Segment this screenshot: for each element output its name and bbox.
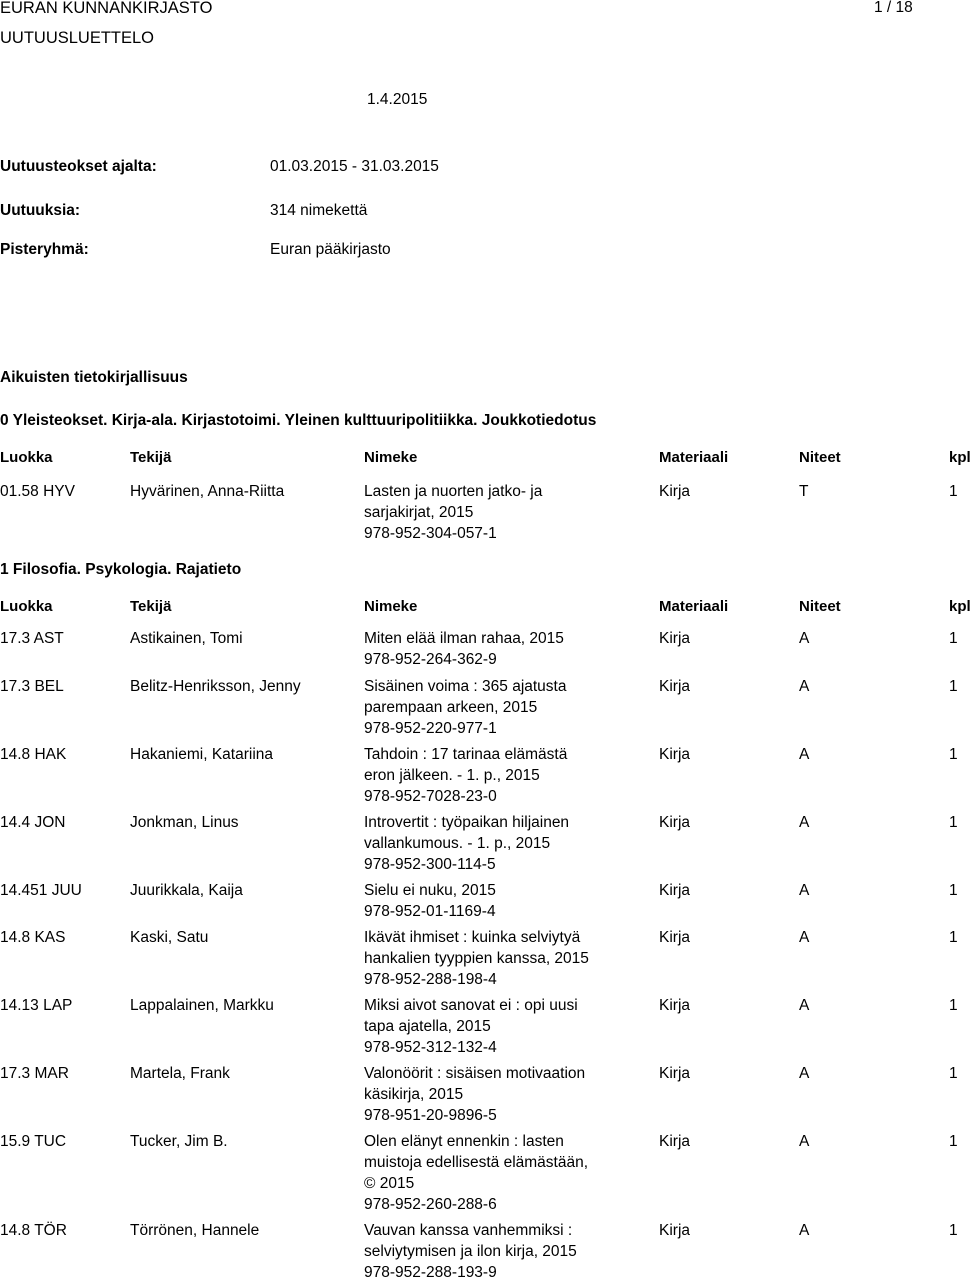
- row-nimeke: [364, 1131, 588, 1215]
- nimeke-line: muistoja edellisestä elämästään,: [364, 1154, 589, 1171]
- row-materiaali: Kirja: [659, 997, 691, 1014]
- row-tekija: Hakaniemi, Katariina: [130, 746, 274, 763]
- row-materiaali: Kirja: [659, 483, 691, 500]
- row-nimeke: [364, 676, 566, 739]
- col-header-nimeke: Nimeke: [364, 449, 418, 466]
- nimeke-line: Valonöörit : sisäisen motivaation: [364, 1065, 586, 1082]
- col-header-materiaali: Materiaali: [659, 598, 729, 615]
- library-name: EURAN KUNNANKIRJASTO: [0, 0, 213, 17]
- col-header-niteet: Niteet: [799, 449, 841, 466]
- row-tekija: Belitz-Henriksson, Jenny: [130, 678, 301, 695]
- row-nimeke: [364, 1220, 577, 1283]
- row-nimeke: [364, 995, 578, 1058]
- list-date: 1.4.2015: [367, 91, 428, 108]
- row-kpl: 1: [949, 1222, 958, 1239]
- row-materiaali: Kirja: [659, 746, 691, 763]
- row-kpl: 1: [949, 814, 958, 831]
- row-luokka: 15.9 TUC: [0, 1133, 67, 1150]
- group-title: 1 Filosofia. Psykologia. Rajatieto: [0, 561, 242, 578]
- nimeke-line: Ikävät ihmiset : kuinka selviytyä: [364, 929, 581, 946]
- nimeke-line: © 2015: [364, 1175, 415, 1192]
- row-niteet: A: [799, 1133, 810, 1150]
- row-materiaali: Kirja: [659, 929, 691, 946]
- row-tekija: Lappalainen, Markku: [130, 997, 274, 1014]
- row-luokka: 17.3 MAR: [0, 1065, 69, 1082]
- col-header-kpl: kpl: [949, 598, 971, 615]
- row-materiaali: Kirja: [659, 1065, 691, 1082]
- row-kpl: 1: [949, 678, 958, 695]
- row-luokka: 14.4 JON: [0, 814, 66, 831]
- nimeke-line: Miksi aivot sanovat ei : opi uusi: [364, 997, 578, 1014]
- nimeke-line: eron jälkeen. - 1. p., 2015: [364, 767, 540, 784]
- row-materiaali: Kirja: [659, 678, 691, 695]
- nimeke-line: käsikirja, 2015: [364, 1086, 464, 1103]
- col-header-luokka: Luokka: [0, 598, 53, 615]
- section-title: Aikuisten tietokirjallisuus: [0, 369, 188, 386]
- col-header-tekija: Tekijä: [130, 598, 172, 615]
- nimeke-line: vallankumous. - 1. p., 2015: [364, 835, 551, 852]
- row-niteet: A: [799, 814, 810, 831]
- nimeke-line: tapa ajatella, 2015: [364, 1018, 491, 1035]
- row-niteet: A: [799, 997, 810, 1014]
- list-title: UUTUUSLUETTELO: [0, 29, 155, 47]
- row-kpl: 1: [949, 1133, 958, 1150]
- isbn: 978-952-7028-23-0: [364, 788, 497, 805]
- isbn: 978-952-264-362-9: [364, 651, 497, 668]
- col-header-luokka: Luokka: [0, 449, 53, 466]
- row-luokka: 14.451 JUU: [0, 882, 82, 899]
- row-kpl: 1: [949, 483, 958, 500]
- row-luokka: 14.8 KAS: [0, 929, 66, 946]
- period-label: Uutuusteokset ajalta:: [0, 158, 157, 175]
- row-luokka: 17.3 AST: [0, 630, 64, 647]
- row-luokka: 14.8 HAK: [0, 746, 67, 763]
- nimeke-line: sarjakirjat, 2015: [364, 504, 474, 521]
- nimeke-line: hankalien tyyppien kanssa, 2015: [364, 950, 589, 967]
- row-luokka: 14.13 LAP: [0, 997, 73, 1014]
- isbn: 978-952-220-977-1: [364, 720, 497, 737]
- isbn: 978-952-300-114-5: [364, 856, 496, 873]
- nimeke-line: Olen elänyt ennenkin : lasten: [364, 1133, 564, 1150]
- row-tekija: Juurikkala, Kaija: [130, 882, 243, 899]
- row-kpl: 1: [949, 882, 958, 899]
- row-niteet: A: [799, 929, 810, 946]
- isbn: 978-951-20-9896-5: [364, 1107, 497, 1124]
- nimeke-line: Sisäinen voima : 365 ajatusta: [364, 678, 567, 695]
- row-luokka: 01.58 HYV: [0, 483, 75, 500]
- row-niteet: A: [799, 1065, 810, 1082]
- row-nimeke: [364, 880, 496, 922]
- row-niteet: A: [799, 630, 810, 647]
- branch-label: Pisteryhmä:: [0, 241, 89, 258]
- row-luokka: 14.8 TÖR: [0, 1222, 67, 1239]
- row-nimeke: [364, 1063, 585, 1126]
- page-number: 1 / 18: [874, 0, 913, 16]
- group-title: 0 Yleisteokset. Kirja-ala. Kirjastotoimi. Yleinen kulttuuripolitiikka. Joukkotiedotus: [0, 412, 597, 429]
- row-nimeke: [364, 481, 542, 544]
- count-value: 314 nimekettä: [270, 202, 368, 219]
- row-materiaali: Kirja: [659, 814, 691, 831]
- col-header-niteet: Niteet: [799, 598, 841, 615]
- nimeke-line: Miten elää ilman rahaa, 2015: [364, 630, 564, 647]
- row-tekija: Jonkman, Linus: [130, 814, 239, 831]
- row-niteet: A: [799, 746, 810, 763]
- row-nimeke: [364, 812, 569, 875]
- isbn: 978-952-304-057-1: [364, 525, 497, 542]
- isbn: 978-952-312-132-4: [364, 1039, 497, 1056]
- nimeke-line: Tahdoin : 17 tarinaa elämästä: [364, 746, 568, 763]
- row-niteet: A: [799, 1222, 810, 1239]
- row-materiaali: Kirja: [659, 1133, 691, 1150]
- nimeke-line: Sielu ei nuku, 2015: [364, 882, 496, 899]
- nimeke-line: Introvertit : työpaikan hiljainen: [364, 814, 570, 831]
- row-materiaali: Kirja: [659, 630, 691, 647]
- col-header-nimeke: Nimeke: [364, 598, 418, 615]
- count-label: Uutuuksia:: [0, 202, 81, 219]
- nimeke-line: Lasten ja nuorten jatko- ja: [364, 483, 543, 500]
- nimeke-line: parempaan arkeen, 2015: [364, 699, 538, 716]
- row-kpl: 1: [949, 997, 958, 1014]
- row-nimeke: [364, 744, 567, 807]
- isbn: 978-952-01-1169-4: [364, 903, 496, 920]
- isbn: 978-952-260-288-6: [364, 1196, 497, 1213]
- row-materiaali: Kirja: [659, 882, 691, 899]
- col-header-tekija: Tekijä: [130, 449, 172, 466]
- row-tekija: Astikainen, Tomi: [130, 630, 243, 647]
- row-tekija: Hyvärinen, Anna-Riitta: [130, 483, 285, 500]
- row-kpl: 1: [949, 929, 958, 946]
- nimeke-line: selviytymisen ja ilon kirja, 2015: [364, 1243, 577, 1260]
- row-kpl: 1: [949, 1065, 958, 1082]
- row-nimeke: [364, 927, 589, 990]
- branch-value: Euran pääkirjasto: [270, 241, 391, 258]
- isbn: 978-952-288-193-9: [364, 1264, 497, 1281]
- row-tekija: Kaski, Satu: [130, 929, 209, 946]
- row-materiaali: Kirja: [659, 1222, 691, 1239]
- row-tekija: Martela, Frank: [130, 1065, 230, 1082]
- row-niteet: T: [799, 483, 809, 500]
- row-niteet: A: [799, 678, 810, 695]
- col-header-kpl: kpl: [949, 449, 971, 466]
- row-niteet: A: [799, 882, 810, 899]
- row-nimeke: [364, 628, 564, 670]
- nimeke-line: Vauvan kanssa vanhemmiksi :: [364, 1222, 573, 1239]
- row-kpl: 1: [949, 630, 958, 647]
- isbn: 978-952-288-198-4: [364, 971, 497, 988]
- row-tekija: Törrönen, Hannele: [130, 1222, 260, 1239]
- row-luokka: 17.3 BEL: [0, 678, 64, 695]
- col-header-materiaali: Materiaali: [659, 449, 729, 466]
- row-kpl: 1: [949, 746, 958, 763]
- row-tekija: Tucker, Jim B.: [130, 1133, 228, 1150]
- period-value: 01.03.2015 - 31.03.2015: [270, 158, 439, 175]
